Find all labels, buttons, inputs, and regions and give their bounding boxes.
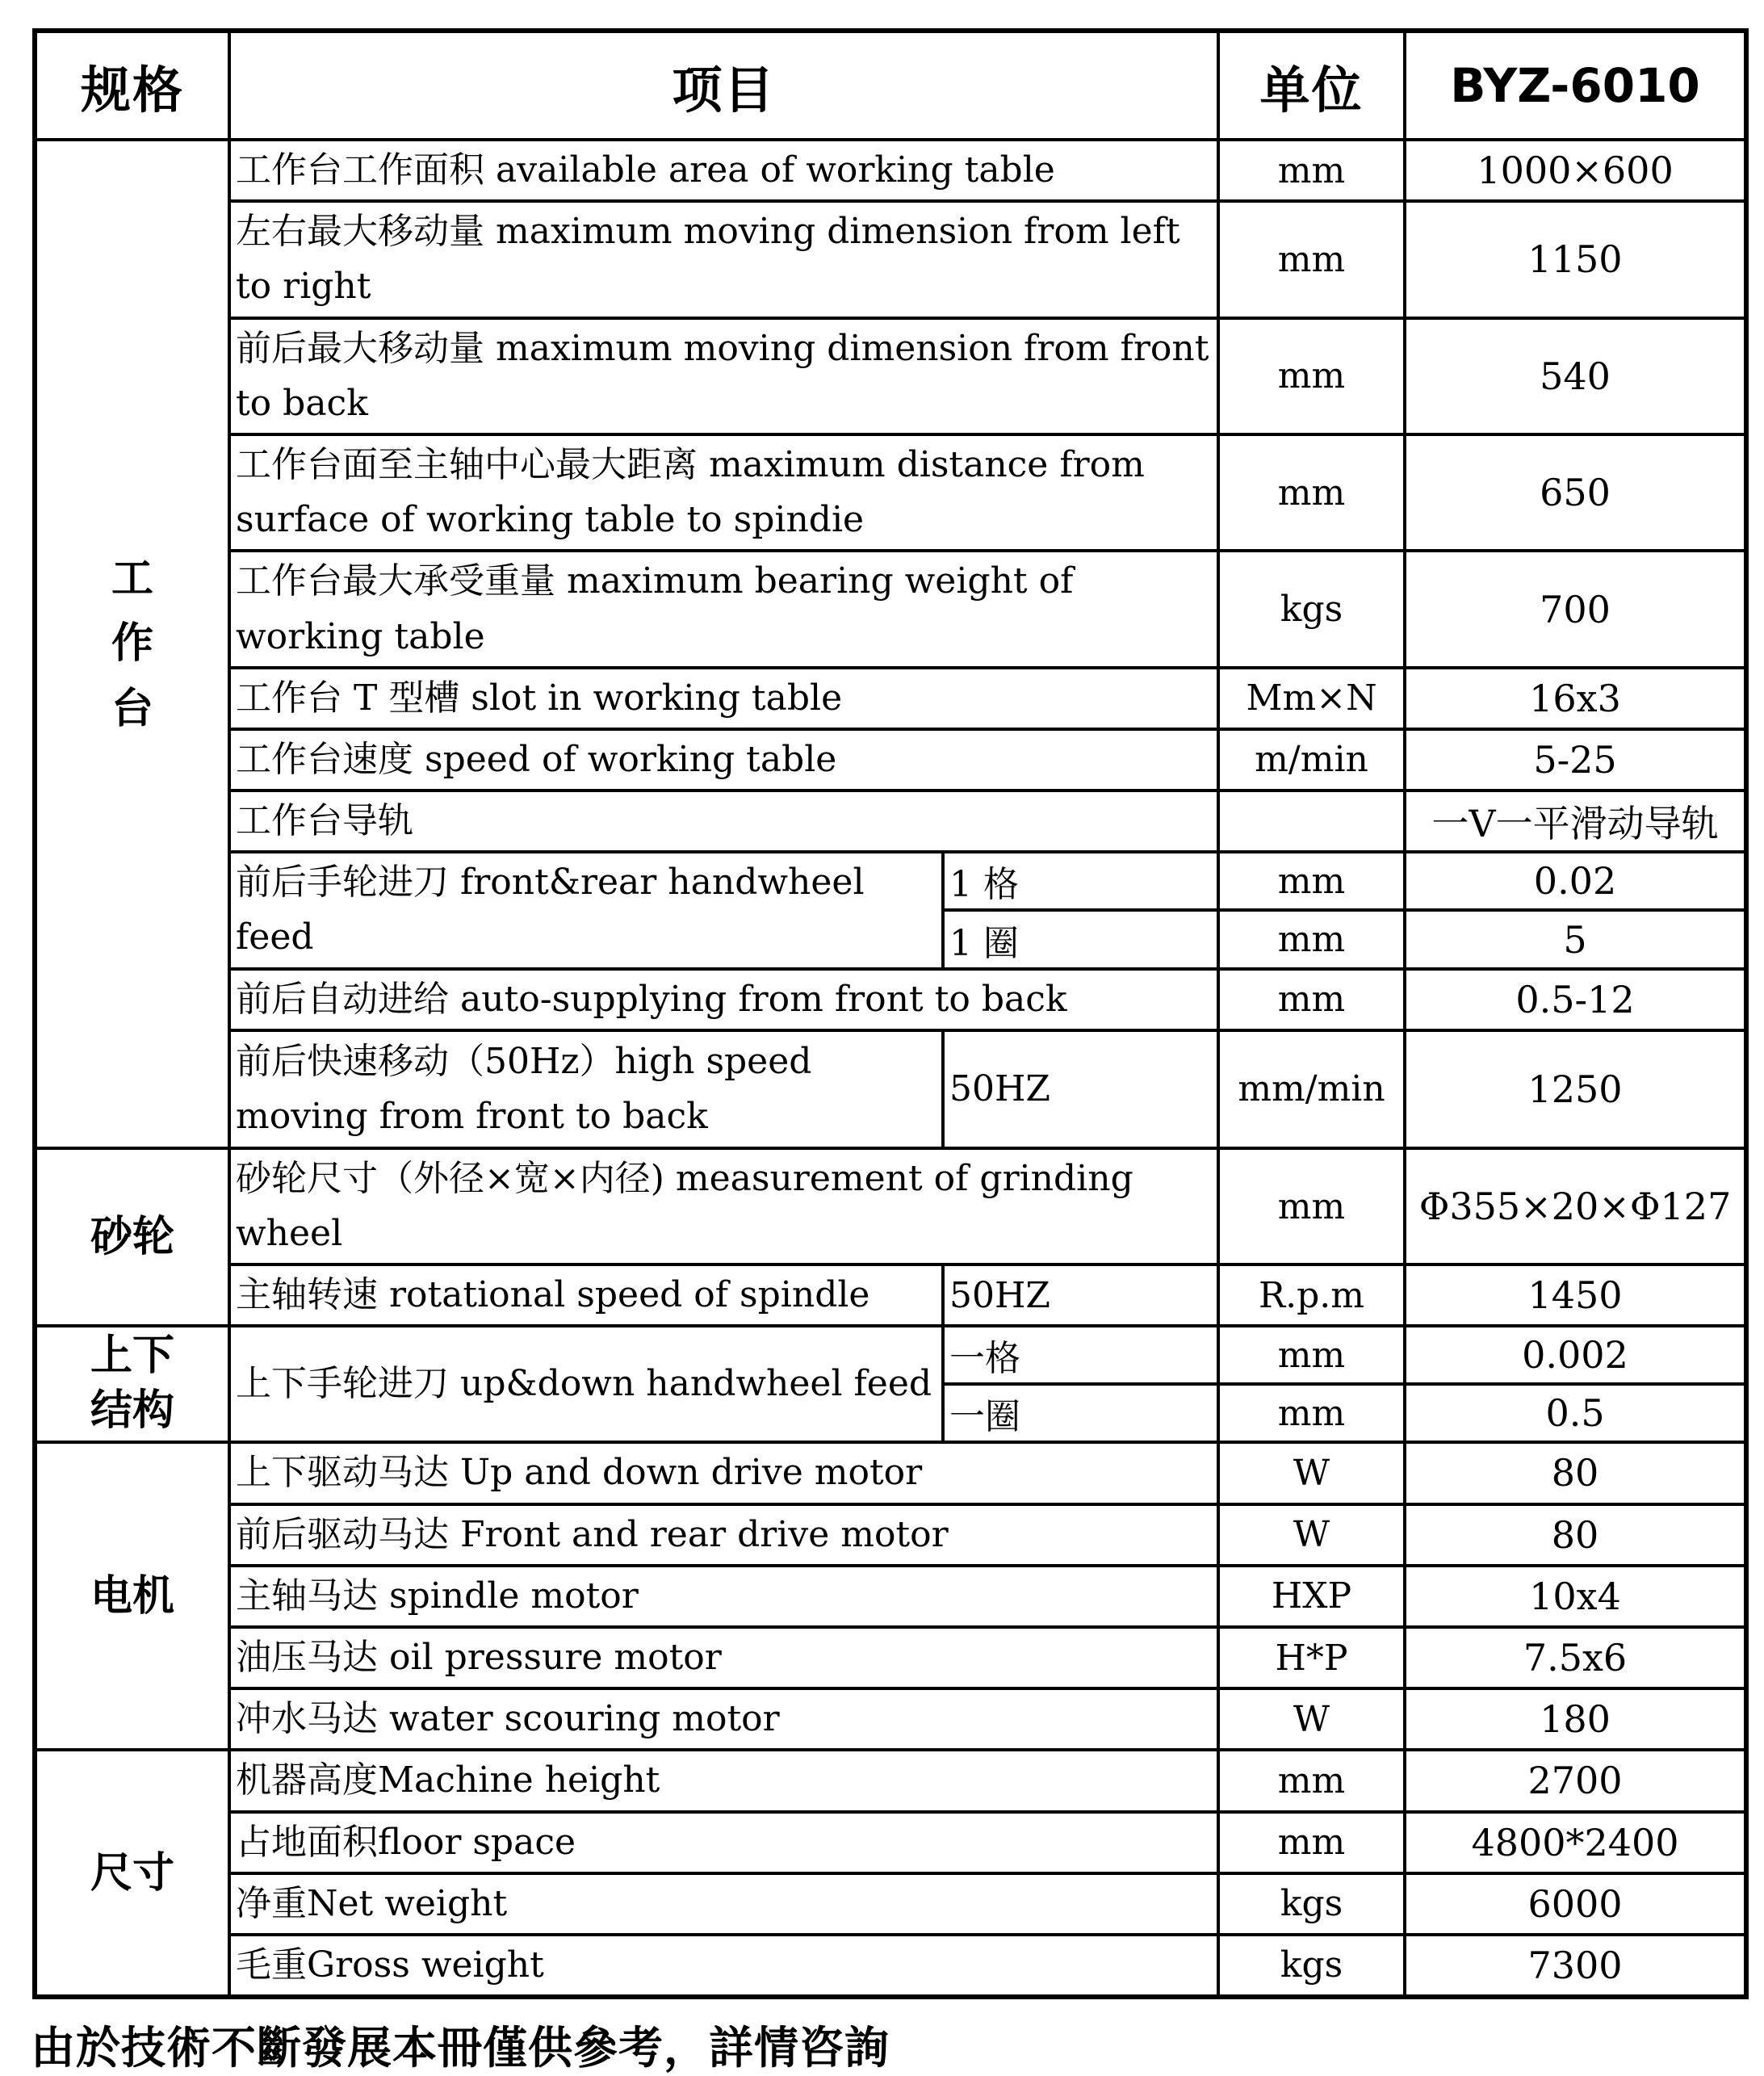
- item-cell: 工作台导轨: [229, 791, 1218, 852]
- value-cell: 1450: [1405, 1264, 1746, 1326]
- item-cell: 机器高度Machine height: [229, 1750, 1218, 1811]
- value-cell: 0.02: [1405, 852, 1746, 910]
- table-row: [35, 1750, 1746, 1811]
- value-cell: 650: [1405, 434, 1746, 551]
- unit-cell: mm: [1218, 140, 1405, 201]
- group-cell-dimension: 尺寸: [35, 1750, 229, 1997]
- value-cell: 5: [1405, 910, 1746, 968]
- table-row: [35, 1688, 1746, 1750]
- value-cell: 一V一平滑动导轨: [1405, 791, 1746, 852]
- unit-cell: [1218, 791, 1405, 852]
- value-cell: 6000: [1405, 1873, 1746, 1935]
- unit-cell: kgs: [1218, 1935, 1405, 1997]
- value-cell: 0.5: [1405, 1384, 1746, 1442]
- table-row: [35, 1442, 1746, 1504]
- group-cell-worktable: [35, 140, 229, 1148]
- table-row: [35, 791, 1746, 852]
- sub-cell: 50HZ: [943, 1264, 1218, 1326]
- sub-cell: 一圈: [943, 1384, 1218, 1442]
- item-cell: 左右最大移动量 maximum moving dimension from left to right: [229, 201, 1218, 317]
- item-cell: 上下手轮进刀 up&down handwheel feed: [229, 1326, 943, 1442]
- footer-note: 由於技術不斷發展本冊僅供參考，詳情咨詢: [31, 2022, 890, 2074]
- table-row: [35, 1030, 1746, 1148]
- unit-cell: kgs: [1218, 1873, 1405, 1935]
- header-model: BYZ-6010: [1405, 31, 1746, 140]
- value-cell: Φ355×20×Φ127: [1405, 1148, 1746, 1264]
- value-cell: 180: [1405, 1688, 1746, 1750]
- spec-table: [32, 28, 1749, 1999]
- sub-cell: 1 圈: [943, 910, 1218, 968]
- unit-cell: mm: [1218, 318, 1405, 434]
- table-row: [35, 434, 1746, 551]
- spec-sheet-page: [0, 28, 1764, 2074]
- header-item: 项目: [229, 31, 1218, 140]
- header-spec: 规格: [35, 31, 229, 140]
- unit-cell: kgs: [1218, 551, 1405, 667]
- item-cell: 油压马达 oil pressure motor: [229, 1627, 1218, 1688]
- value-cell: 540: [1405, 318, 1746, 434]
- value-cell: 80: [1405, 1442, 1746, 1504]
- item-cell: 前后手轮进刀 front&rear handwheel feed: [229, 852, 943, 968]
- header-unit: 单位: [1218, 31, 1405, 140]
- header-row: [35, 31, 1746, 140]
- unit-cell: m/min: [1218, 729, 1405, 791]
- value-cell: 80: [1405, 1504, 1746, 1566]
- table-row: [35, 1148, 1746, 1264]
- unit-cell: mm: [1218, 1384, 1405, 1442]
- unit-cell: mm: [1218, 201, 1405, 317]
- sub-cell: 50HZ: [943, 1030, 1218, 1148]
- unit-cell: W: [1218, 1504, 1405, 1566]
- group-cell-updown-structure: [35, 1326, 229, 1442]
- sub-cell: 一格: [943, 1326, 1218, 1384]
- unit-cell: R.p.m: [1218, 1264, 1405, 1326]
- item-cell: 前后驱动马达 Front and rear drive motor: [229, 1504, 1218, 1566]
- table-row: [35, 201, 1746, 317]
- table-row: [35, 1566, 1746, 1627]
- group-label: 上下结构: [90, 1332, 174, 1436]
- sub-cell: 1 格: [943, 852, 1218, 910]
- unit-cell: mm: [1218, 852, 1405, 910]
- item-cell: 前后最大移动量 maximum moving dimension from front to back: [229, 318, 1218, 434]
- table-row: [35, 969, 1746, 1030]
- table-row: [35, 551, 1746, 667]
- item-cell: 净重Net weight: [229, 1873, 1218, 1935]
- value-cell: 0.5-12: [1405, 969, 1746, 1030]
- item-cell: 工作台 T 型槽 slot in working table: [229, 668, 1218, 729]
- value-cell: 700: [1405, 551, 1746, 667]
- item-cell: 毛重Gross weight: [229, 1935, 1218, 1997]
- unit-cell: mm: [1218, 969, 1405, 1030]
- unit-cell: mm: [1218, 1148, 1405, 1264]
- value-cell: 16x3: [1405, 668, 1746, 729]
- item-cell: 冲水马达 water scouring motor: [229, 1688, 1218, 1750]
- unit-cell: W: [1218, 1442, 1405, 1504]
- unit-cell: mm: [1218, 434, 1405, 551]
- item-cell: 占地面积floor space: [229, 1812, 1218, 1873]
- item-cell: 砂轮尺寸（外径×宽×内径) measurement of grinding wheel: [229, 1148, 1218, 1264]
- table-row: [35, 1627, 1746, 1688]
- value-cell: 10x4: [1405, 1566, 1746, 1627]
- value-cell: 7300: [1405, 1935, 1746, 1997]
- value-cell: 2700: [1405, 1750, 1746, 1811]
- unit-cell: mm: [1218, 1812, 1405, 1873]
- item-cell: 主轴马达 spindle motor: [229, 1566, 1218, 1627]
- table-row: [35, 1326, 1746, 1384]
- value-cell: 0.002: [1405, 1326, 1746, 1384]
- unit-cell: HXP: [1218, 1566, 1405, 1627]
- item-cell: 前后自动进给 auto-supplying from front to back: [229, 969, 1218, 1030]
- table-row: [35, 1264, 1746, 1326]
- item-cell: 工作台速度 speed of working table: [229, 729, 1218, 791]
- table-row: [35, 1873, 1746, 1935]
- item-cell: 工作台工作面积 available area of working table: [229, 140, 1218, 201]
- item-cell: 主轴转速 rotational speed of spindle: [229, 1264, 943, 1326]
- value-cell: 1000×600: [1405, 140, 1746, 201]
- group-cell-motor: 电机: [35, 1442, 229, 1750]
- table-row: [35, 1935, 1746, 1997]
- table-row: [35, 668, 1746, 729]
- table-row: [35, 729, 1746, 791]
- unit-cell: W: [1218, 1688, 1405, 1750]
- table-row: [35, 318, 1746, 434]
- group-cell-grinding-wheel: 砂轮: [35, 1148, 229, 1327]
- unit-cell: mm: [1218, 1326, 1405, 1384]
- table-row: [35, 1812, 1746, 1873]
- value-cell: 5-25: [1405, 729, 1746, 791]
- unit-cell: Mm×N: [1218, 668, 1405, 729]
- unit-cell: H*P: [1218, 1627, 1405, 1688]
- table-row: [35, 852, 1746, 910]
- unit-cell: mm: [1218, 910, 1405, 968]
- table-row: [35, 140, 1746, 201]
- group-label: 工作台: [111, 554, 153, 733]
- item-cell: 工作台面至主轴中心最大距离 maximum distance from surface of working table to spindie: [229, 434, 1218, 551]
- item-cell: 工作台最大承受重量 maximum bearing weight of working table: [229, 551, 1218, 667]
- item-cell: 前后快速移动（50Hz）high speed moving from front to back: [229, 1030, 943, 1148]
- value-cell: 1150: [1405, 201, 1746, 317]
- unit-cell: mm/min: [1218, 1030, 1405, 1148]
- value-cell: 7.5x6: [1405, 1627, 1746, 1688]
- value-cell: 1250: [1405, 1030, 1746, 1148]
- item-cell: 上下驱动马达 Up and down drive motor: [229, 1442, 1218, 1504]
- value-cell: 4800*2400: [1405, 1812, 1746, 1873]
- unit-cell: mm: [1218, 1750, 1405, 1811]
- table-row: [35, 1504, 1746, 1566]
